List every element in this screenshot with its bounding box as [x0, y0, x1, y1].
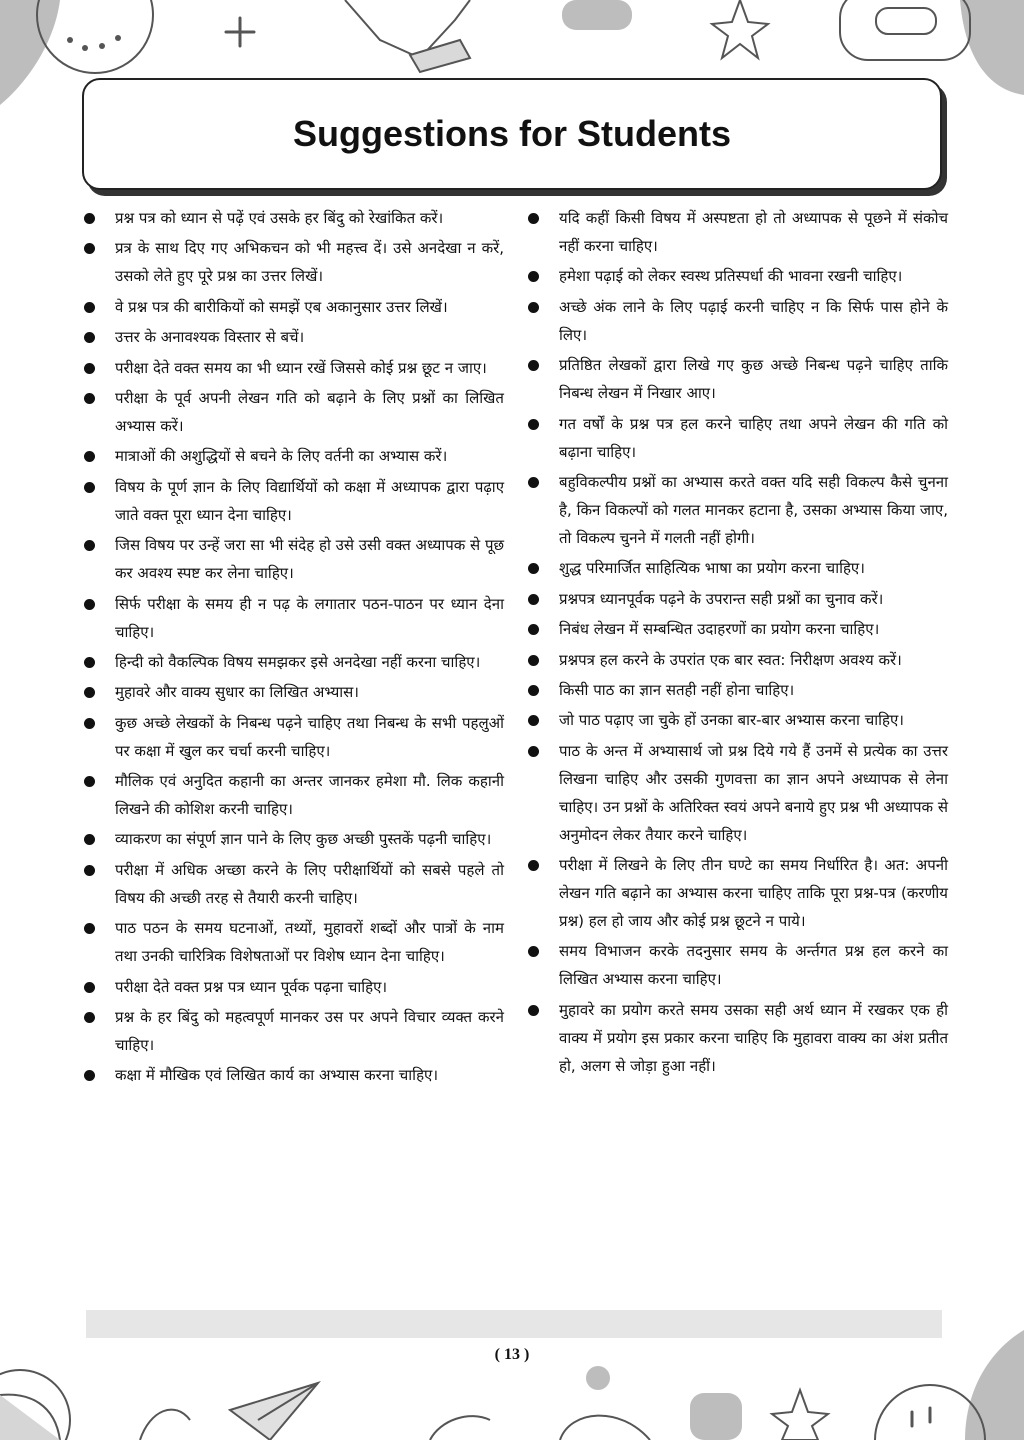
- gray-dot-bottom: [586, 1366, 610, 1390]
- suggestion-item: निबंध लेखन में सम्बन्धित उदाहरणों का प्रयोग करना चाहिए।: [526, 615, 948, 643]
- gray-blob-top-center: [562, 0, 632, 30]
- suggestion-item: प्रत्र के साथ दिए गए अभिकचन को भी महत्त्व दें। उसे अनदेखा न करें, उसको लेते हुए पूरे प्रश्न का उत्तर लिखें।: [82, 234, 504, 290]
- suggestion-item: मौलिक एवं अनुदित कहानी का अन्तर जानकर हमेशा मौ. लिक कहानी लिखने की कोशिश करनी चाहिए।: [82, 767, 504, 823]
- suggestion-item: परीक्षा देते वक्त समय का भी ध्यान रखें जिससे कोई प्रश्न छूट न जाए।: [82, 354, 504, 382]
- suggestion-item: प्रश्न पत्र को ध्यान से पढ़ें एवं उसके हर बिंदु को रेखांकित करें।: [82, 204, 504, 232]
- left-suggestions-list: [82, 204, 504, 1304]
- suggestion-item: प्रश्नपत्र ध्यानपूर्वक पढ़ने के उपरान्त सही प्रश्नों का चुनाव करें।: [526, 585, 948, 613]
- suggestion-item: प्रतिष्ठित लेखकों द्वारा लिखे गए कुछ अच्छे निबन्ध पढ़ने चाहिए ताकि निबन्ध लेखन में निखार आए।: [526, 351, 948, 407]
- suggestion-item: कुछ अच्छे लेखकों के निबन्ध पढ़ने चाहिए तथा निबन्ध के सभी पहलुओं पर कक्षा में खुल कर चर्चा करनी चाहिए।: [82, 709, 504, 765]
- suggestion-item: शुद्ध परिमार्जित साहित्यिक भाषा का प्रयोग करना चाहिए।: [526, 554, 948, 582]
- suggestion-item: मात्राओं की अशुद्धियों से बचने के लिए वर्तनी का अभ्यास करें।: [82, 442, 504, 470]
- gray-blob-bottom-left: [0, 1395, 60, 1440]
- gray-blob-top-left: [0, 0, 60, 105]
- suggestion-item: प्रश्नपत्र हल करने के उपरांत एक बार स्वत: निरीक्षण अवश्य करें।: [526, 646, 948, 674]
- suggestion-item: मुहावरे का प्रयोग करते समय उसका सही अर्थ ध्यान में रखकर एक ही वाक्य में प्रयोग इस प्रकार करना चाहिए कि मुहावरा वाक्य का अंश प्रतीत हो, अलग से जोड़ा हुआ नहीं।: [526, 996, 948, 1080]
- suggestion-item: सिर्फ परीक्षा के समय ही न पढ़ के लगातार पठन-पाठन पर ध्यान देना चाहिए।: [82, 590, 504, 646]
- suggestion-item: जिस विषय पर उन्हें जरा सा भी संदेह हो उसे उसी वक्त अध्यापक से पूछ कर अवश्य स्पष्ट कर लेना चाहिए।: [82, 531, 504, 587]
- title-box: [82, 78, 942, 190]
- page-title: Suggestions for Students: [292, 113, 731, 154]
- suggestion-item: किसी पाठ का ज्ञान सतही नहीं होना चाहिए।: [526, 676, 948, 704]
- right-suggestions-list: [526, 204, 948, 1304]
- suggestion-item: बहुविकल्पीय प्रश्नों का अभ्यास करते वक्त यदि सही विकल्प कैसे चुनना है, किन विकल्पों को गलत मानकर हटाना है, उसका अभ्यास किया जाए, तो विकल्प चुनने में गलती नहीं होगी।: [526, 468, 948, 552]
- footer-band: [86, 1310, 942, 1338]
- suggestion-item: कक्षा में मौखिक एवं लिखित कार्य का अभ्यास करना चाहिए।: [82, 1061, 504, 1089]
- suggestions-columns: [82, 204, 948, 1304]
- suggestion-item: अच्छे अंक लाने के लिए पढ़ाई करनी चाहिए न कि सिर्फ पास होने के लिए।: [526, 293, 948, 349]
- suggestion-item: उत्तर के अनावश्यक विस्तार से बचें।: [82, 323, 504, 351]
- gray-blob-top-right: [960, 0, 1024, 95]
- doodle-circle-icon: [37, 0, 153, 73]
- suggestion-item: समय विभाजन करके तदनुसार समय के अर्न्तगत प्रश्न हल करने का लिखित अभ्यास करना चाहिए।: [526, 937, 948, 993]
- suggestion-item: हिन्दी को वैकल्पिक विषय समझकर इसे अनदेखा नहीं करना चाहिए।: [82, 648, 504, 676]
- doodle-bottom-right-icon: [875, 1385, 985, 1440]
- star-icon: [712, 0, 768, 58]
- doodle-bottom-left-icon: [0, 1370, 70, 1440]
- suggestion-item: विषय के पूर्ण ज्ञान के लिए विद्यार्थियों को कक्षा में अध्यापक द्वारा पढ़ाए जाते वक्त पूरा ध्यान देना चाहिए।: [82, 473, 504, 529]
- suggestion-item: हमेशा पढ़ाई को लेकर स्वस्थ प्रतिस्पर्धा की भावना रखनी चाहिए।: [526, 262, 948, 290]
- doodle-face-icon: [840, 0, 970, 60]
- suggestion-item: परीक्षा के पूर्व अपनी लेखन गति को बढ़ाने के लिए प्रश्नों का लिखित अभ्यास करें।: [82, 384, 504, 440]
- suggestion-item: परीक्षा देते वक्त प्रश्न पत्र ध्यान पूर्वक पढ़ना चाहिए।: [82, 973, 504, 1001]
- suggestion-item: पाठ पठन के समय घटनाओं, तथ्यों, मुहावरों शब्दों और पात्रों के नाम तथा उनकी चारित्रिक विशेषताओं पर विशेष ध्यान देना चाहिए।: [82, 914, 504, 970]
- suggestion-item: व्याकरण का संपूर्ण ज्ञान पाने के लिए कुछ अच्छी पुस्तकें पढ़नी चाहिए।: [82, 825, 504, 853]
- plus-icon: [226, 18, 254, 46]
- star-bottom-icon: [772, 1390, 828, 1440]
- swirl-icon: [140, 1410, 190, 1440]
- paper-plane-icon: [345, 0, 470, 58]
- suggestion-item: परीक्षा में लिखने के लिए तीन घण्टे का समय निर्धारित है। अत: अपनी लेखन गति बढ़ाने का अभ्यास करना चाहिए ताकि पूरा प्रश्न-पत्र (करणीय प्रश्न) हल हो जाय और कोई प्रश्न छूटने न पाये।: [526, 851, 948, 935]
- paper-plane-bottom-icon: [230, 1383, 318, 1440]
- suggestion-item: मुहावरे और वाक्य सुधार का लिखित अभ्यास।: [82, 678, 504, 706]
- gray-blob-bottom-center: [690, 1393, 742, 1440]
- suggestion-item: गत वर्षों के प्रश्न पत्र हल करने चाहिए तथा अपने लेखन की गति को बढ़ाना चाहिए।: [526, 410, 948, 466]
- suggestion-item: पाठ के अन्त में अभ्यासार्थ जो प्रश्न दिये गये हैं उनमें से प्रत्येक का उत्तर लिखना चाहिए और उसकी गुणवत्ता का ज्ञान अपने अध्यापक से लेना चाहिए। उन प्रश्नों के अतिरिक्त स्वयं अपने बनाये हुए प्रश्न भी अध्यापक से अनुमोदन लेकर तैयार करने चाहिए।: [526, 737, 948, 849]
- suggestion-item: यदि कहीं किसी विषय में अस्पष्टता हो तो अध्यापक से पूछने में संकोच नहीं करना चाहिए।: [526, 204, 948, 260]
- suggestion-item: जो पाठ पढ़ाए जा चुके हों उनका बार-बार अभ्यास करना चाहिए।: [526, 706, 948, 734]
- page-number: ( 13 ): [494, 1346, 530, 1363]
- suggestion-item: परीक्षा में अधिक अच्छा करने के लिए परीक्षार्थियों को सबसे पहले तो विषय की अच्छी तरह से तैयारी करनी चाहिए।: [82, 856, 504, 912]
- suggestion-item: प्रश्न के हर बिंदु को महत्वपूर्ण मानकर उस पर अपने विचार व्यक्त करने चाहिए।: [82, 1003, 504, 1059]
- suggestion-item: वे प्रश्न पत्र की बारीकियों को समझें एब अकानुसार उत्तर लिखें।: [82, 293, 504, 321]
